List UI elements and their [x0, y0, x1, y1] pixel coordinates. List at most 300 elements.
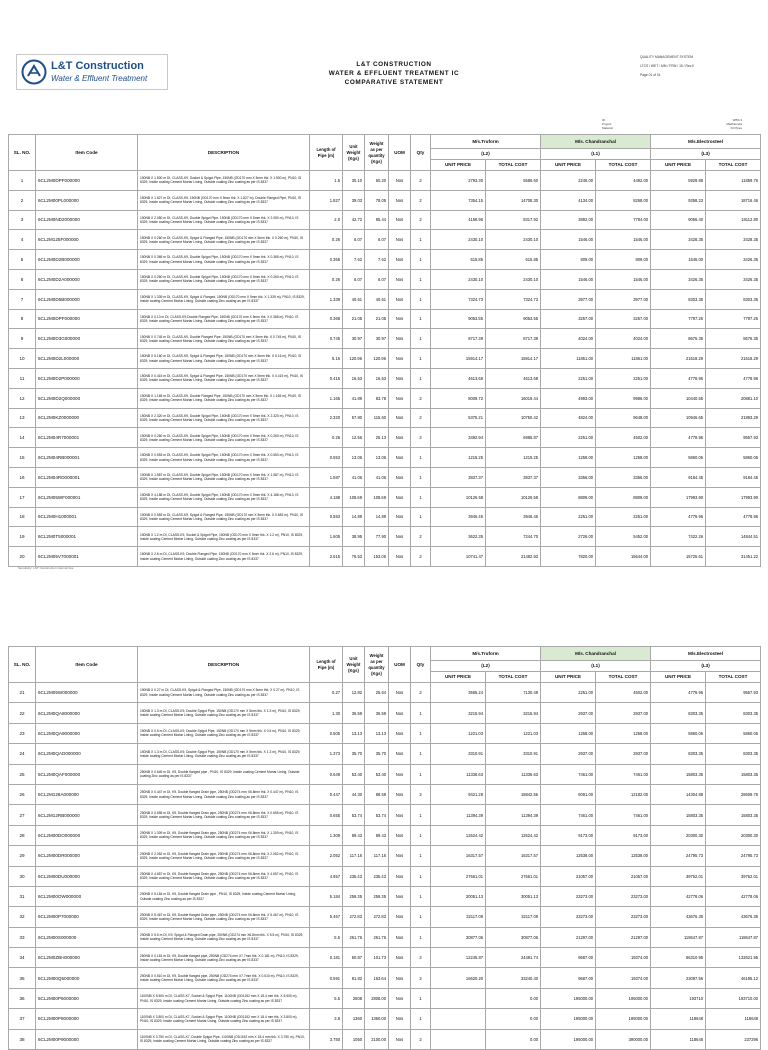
table-body-1 — [9, 171, 761, 567]
item-code-cell: 6CL2M0D3G000000 — [36, 329, 138, 349]
uom-cell: Nos — [389, 784, 411, 804]
electrosteel-unit-price-cell: 17993.90 — [651, 487, 706, 507]
item-code-cell: 6CL2M04RD000001 — [36, 467, 138, 487]
table-row — [9, 269, 761, 289]
length-cell: 4.188 — [310, 487, 343, 507]
vendor-name-chandranchal: M/s. Chandranchal — [541, 135, 651, 149]
description-cell: 250NB X 0.649 m DI, K9, Double flanged pipe , PN10, IS 8329, Inside coating Cement Mortar Lining, Outside coating Zinc coating as per IS 8337 — [138, 764, 310, 784]
truform-unit-price-cell: 16620.20 — [431, 968, 486, 988]
table-row — [9, 866, 761, 886]
truform-total-cost-cell: 11394.39 — [486, 805, 541, 825]
sl-no-cell: 37 — [9, 1009, 36, 1029]
chandranchal-total-cost-cell: 7461.00 — [596, 805, 651, 825]
chandranchal-unit-price-cell: 4824.00 — [541, 408, 596, 428]
chandranchal-unit-price-cell: 2251.00 — [541, 683, 596, 703]
description-cell: 250NB X 5.467 m DI, K9, Double flanged Drain pipe, 250NB (OD274 mm X6.8mm thk. X 5.467 m), PN10, IS 8329, Inside coating Cement Mortar Lining, Outside coating Zinc coating as per IS 8337 — [138, 907, 310, 927]
qty-cell: 1 — [411, 764, 431, 784]
electrosteel-total-cost-cell: 42778.06 — [706, 886, 761, 906]
electrosteel-total-cost-cell: 193710.00 — [706, 988, 761, 1008]
description-cell: 250NB X 2.052 m DI, K9, Double flanged Drain pipe, 250NB (OD274 mm X6.8mm thk. X 2.052 m), PN10, IS 8329, Inside coating Cement Mortar Lining, Outside coating Zinc coating as per IS 8337 — [138, 846, 310, 866]
electrosteel-total-cost-cell: 9557.93 — [706, 428, 761, 448]
qty-cell: 1 — [411, 269, 431, 289]
chandranchal-total-cost-cell: 390000.00 — [596, 1029, 651, 1049]
unit-weight-cell: 76.53 — [343, 547, 365, 567]
sl-no-cell: 8 — [9, 309, 36, 329]
unit-weight-cell: 81.82 — [343, 968, 365, 988]
electrosteel-total-cost-cell: 5860.06 — [706, 723, 761, 743]
item-code-cell: 6CL2M04RB000001 — [36, 448, 138, 468]
item-code-cell: 6CL2M0H1000001 — [36, 507, 138, 527]
qty-cell: 1 — [411, 907, 431, 927]
qty-cell: 1 — [411, 448, 431, 468]
chandranchal-unit-price-cell: 1546.00 — [541, 269, 596, 289]
sl-no-cell: 4 — [9, 230, 36, 250]
unit-weight-cell: 16.53 — [343, 368, 365, 388]
electrosteel-unit-price-cell: 15803.35 — [651, 805, 706, 825]
unit-weight-cell: 35.70 — [343, 744, 365, 764]
electrosteel-total-cost-cell: 3426.35 — [706, 269, 761, 289]
electrosteel-total-cost-cell: 8303.35 — [706, 289, 761, 309]
table-row — [9, 527, 761, 547]
truform-total-cost-cell: 615.85 — [486, 250, 541, 270]
sl-no-cell: 36 — [9, 988, 36, 1008]
chandranchal-unit-price-cell: 1258.00 — [541, 448, 596, 468]
description-cell: 150NB X 0.260 m DI, CLASS-K9, Spigot & Flanged Pipe, 150NB (OD170 mm X 5mm thk. X 0.260 m), PN10, IS 8329, Inside coating Cement Mortar Lining, Outside coating Zinc coating as per IS 8337 — [138, 230, 310, 250]
chandranchal-total-cost-cell: 2937.00 — [596, 744, 651, 764]
description-cell: 150NB X 0.13 m DI, CLASS-K9,Double Flanged Pipe, 150NB (OD170 mm X 5mm thk. X 0.368 m), PN10, IS 8329, Inside coating Cement Mortar Lining, Outside coating Zinc coating as per IS 8337 — [138, 309, 310, 329]
uom-cell: Nos — [389, 968, 411, 988]
item-code-cell: 6CL2M0D2A000000 — [36, 269, 138, 289]
electrosteel-total-cost-cell: 3426.35 — [706, 250, 761, 270]
item-code-cell: 6CL2M0D5B000000 — [36, 289, 138, 309]
doc-system: QUALITY MANAGEMENT SYSTEM — [640, 55, 694, 59]
truform-unit-price-cell: 7354.15 — [431, 190, 486, 210]
truform-total-cost-cell: 2430.10 — [486, 230, 541, 250]
chandranchal-unit-price-cell: 3356.00 — [541, 467, 596, 487]
truform-unit-price-cell: 2793.30 — [431, 171, 486, 191]
chandranchal-total-cost-cell: 4502.00 — [596, 683, 651, 703]
unit-weight-cell: 39.03 — [343, 190, 365, 210]
electrosteel-unit-price-cell: 8303.35 — [651, 744, 706, 764]
logo-company-name: L&T Construction — [51, 60, 144, 72]
electrosteel-total-cost-cell: 18112.80 — [706, 210, 761, 230]
uom-cell: Nos — [389, 448, 411, 468]
unit-weight-cell: 6.07 — [343, 230, 365, 250]
description-cell: 250NB X 5.5 m DI, K9, Spigot & Flanged Drain pipe, 250NB (OD274 mm X6.8mm thk. X 5.5 m), PN10, IS 8329, Inside coating Cement Mortar Lining, Outside coating Zinc coating as per IS 8337 — [138, 927, 310, 947]
length-cell: 4.657 — [310, 866, 343, 886]
qty-cell: 2 — [411, 210, 431, 230]
unit-weight-cell: 36.59 — [343, 703, 365, 723]
electrosteel-total-cost-cell: 5860.06 — [706, 448, 761, 468]
header-unit-price: UNIT PRICE — [651, 160, 706, 171]
uom-cell: Nos — [389, 171, 411, 191]
truform-total-cost-cell: 16019.44 — [486, 388, 541, 408]
vendor-name-electrosteel: M/s.Electrosteel — [651, 135, 761, 149]
header-total-cost: TOTAL COST — [596, 160, 651, 171]
weight-qty-cell: 272.83 — [365, 907, 389, 927]
item-code-cell: 6CL2M05W000000 — [36, 683, 138, 703]
uom-cell: Nos — [389, 866, 411, 886]
document-header — [14, 50, 758, 110]
chandranchal-total-cost-cell: 23273.00 — [596, 886, 651, 906]
sl-no-cell: 23 — [9, 723, 36, 743]
description-cell: 150NB X 2.6 m DI, CLASS-K9, Double Flanged Pipe, 150NB (OD170 mm X 5mm thk. X 2.6 m), PN10, IS 8329, Inside coating Cement Mortar Lining, Outside coating Zinc coating as per IS 8337 — [138, 547, 310, 567]
length-cell: 0.745 — [310, 329, 343, 349]
truform-total-cost-cell: 1221.03 — [486, 723, 541, 743]
truform-unit-price-cell: 32117.09 — [431, 907, 486, 927]
qty-cell: 1 — [411, 467, 431, 487]
electrosteel-total-cost-cell: 4778.96 — [706, 507, 761, 527]
logo-division: Water & Effluent Treatment — [51, 74, 148, 83]
electrosteel-unit-price-cell: 8676.35 — [651, 329, 706, 349]
table-row — [9, 907, 761, 927]
header-weight-qty: Weight as per quantity (Kgs) — [365, 135, 389, 171]
unit-weight-cell: 261.76 — [343, 927, 365, 947]
electrosteel-total-cost-cell: 14844.51 — [706, 527, 761, 547]
chandranchal-total-cost-cell: 23273.00 — [596, 907, 651, 927]
truform-unit-price-cell — [431, 988, 486, 1008]
description-cell: 1100NB X 3.750 m DI, CLASS-K7, Double Spigot Pipe, 1100NB (OD1152 mm X 18.4 mm thk. X 3.750 m), PN10, IS 8329, Inside coating Cement Mortar Lining, Outside coating Zinc coating as per IS 8337 — [138, 1029, 310, 1049]
sl-no-cell: 19 — [9, 527, 36, 547]
truform-unit-price-cell: 30877.06 — [431, 927, 486, 947]
length-cell: 1.5 — [310, 171, 343, 191]
unit-weight-cell: 57.80 — [343, 408, 365, 428]
header-unit-price: UNIT PRICE — [541, 160, 596, 171]
chandranchal-unit-price-cell: 4024.00 — [541, 329, 596, 349]
chandranchal-unit-price-cell: 7461.00 — [541, 764, 596, 784]
uom-cell: Nos — [389, 805, 411, 825]
electrosteel-total-cost-cell: 7797.26 — [706, 309, 761, 329]
unit-weight-cell: 12.56 — [343, 428, 365, 448]
item-code-cell: 6CL2M0QAF000000 — [36, 764, 138, 784]
comparison-table-2 — [8, 646, 761, 1050]
truform-unit-price-cell: 4158.96 — [431, 210, 486, 230]
weight-qty-cell: 16.53 — [365, 368, 389, 388]
weight-qty-cell: 41.06 — [365, 467, 389, 487]
chandranchal-total-cost-cell: 4492.00 — [596, 171, 651, 191]
unit-weight-cell: 40.61 — [343, 289, 365, 309]
chandranchal-unit-price-cell: 9687.00 — [541, 968, 596, 988]
table-row — [9, 1029, 761, 1049]
table-row — [9, 230, 761, 250]
item-code-cell: 6CL2M00S000000 — [36, 927, 138, 947]
truform-unit-price-cell: 27661.01 — [431, 866, 486, 886]
vendor-rank-chandranchal: (L1) — [541, 149, 651, 160]
length-cell: 5.5 — [310, 927, 343, 947]
description-cell: 250NB X 4.657 m DI, K9, Double flanged Drain pipe, 250NB (OD274 mm X6.8mm thk. X 4.657 m), PN10, IS 8329, Inside coating Cement Mortar Lining, Outside coating Zinc coating as per IS 8337 — [138, 866, 310, 886]
uom-cell: Nos — [389, 309, 411, 329]
chandranchal-total-cost-cell: 12182.00 — [596, 784, 651, 804]
length-cell: 0.447 — [310, 784, 343, 804]
chandranchal-total-cost-cell: 2251.00 — [596, 368, 651, 388]
header-description: DESCRIPTION — [138, 135, 310, 171]
info-label: ID — [602, 118, 605, 122]
electrosteel-unit-price-cell: 118647.87 — [651, 927, 706, 947]
electrosteel-total-cost-cell: 11859.76 — [706, 171, 761, 191]
truform-total-cost-cell: 7244.70 — [486, 527, 541, 547]
unit-weight-cell: 41.06 — [343, 467, 365, 487]
chandranchal-total-cost-cell: 11851.00 — [596, 349, 651, 369]
qty-cell: 1 — [411, 368, 431, 388]
item-code-cell: 6CL2M128A000000 — [36, 784, 138, 804]
chandranchal-unit-price-cell: 3892.00 — [541, 210, 596, 230]
chandranchal-unit-price-cell: 3257.00 — [541, 309, 596, 329]
weight-qty-cell: 1360.00 — [365, 1009, 389, 1029]
sensitivity-note: Sensitivity: LNT Construction Internal Use — [18, 566, 74, 570]
truform-total-cost-cell: 33240.40 — [486, 968, 541, 988]
unit-weight-cell: 89.43 — [343, 825, 365, 845]
chandranchal-total-cost-cell: 809.00 — [596, 250, 651, 270]
weight-qty-cell: 2808.00 — [365, 988, 389, 1008]
table-row — [9, 703, 761, 723]
project-info — [602, 118, 742, 130]
item-code-cell: 6CL2M00P6000000 — [36, 988, 138, 1008]
uom-cell: Nos — [389, 948, 411, 968]
uom-cell: Nos — [389, 368, 411, 388]
electrosteel-unit-price-cell: 118648 — [651, 1029, 706, 1049]
uom-cell: Nos — [389, 250, 411, 270]
title-document: COMPARATIVE STATEMENT — [344, 79, 444, 86]
length-cell: 5.467 — [310, 907, 343, 927]
electrosteel-total-cost-cell: 24795.73 — [706, 846, 761, 866]
electrosteel-unit-price-cell: 8303.35 — [651, 703, 706, 723]
weight-qty-cell: 36.59 — [365, 703, 389, 723]
sl-no-cell: 29 — [9, 846, 36, 866]
info-value: DI Pipes — [730, 126, 742, 130]
electrosteel-unit-price-cell: 4778.96 — [651, 683, 706, 703]
qty-cell: 1 — [411, 886, 431, 906]
table-row — [9, 683, 761, 703]
chandranchal-unit-price-cell: 1258.00 — [541, 723, 596, 743]
length-cell: 0.553 — [310, 448, 343, 468]
truform-unit-price-cell: 7324.73 — [431, 289, 486, 309]
sl-no-cell: 1 — [9, 171, 36, 191]
electrosteel-unit-price-cell: 39762.01 — [651, 866, 706, 886]
uom-cell: Nos — [389, 467, 411, 487]
truform-unit-price-cell: 16317.57 — [431, 846, 486, 866]
table-row — [9, 309, 761, 329]
sl-no-cell: 15 — [9, 448, 36, 468]
truform-total-cost-cell: 24491.74 — [486, 948, 541, 968]
weight-qty-cell: 108.69 — [365, 487, 389, 507]
description-cell: 150NB X 4.188 m DI, CLASS-K9, Double Spigot Pipe, 150NB (OD170 mm X 5mm thk. X 4.188 m), PN10, IS 8329, Inside coating Cement Mortar Lining, Outside coating Zinc coating as per IS 8337 — [138, 487, 310, 507]
header-total-cost: TOTAL COST — [596, 672, 651, 683]
electrosteel-unit-price-cell: 66310.95 — [651, 948, 706, 968]
length-cell: 2.0 — [310, 210, 343, 230]
electrosteel-total-cost-cell: 8676.35 — [706, 329, 761, 349]
description-cell: 150NB X 1.3 m DI, CLASS-K9, Double Spigot Pipe, 150NB (OD170 mm X 5mm thk. X 1.3 m), PN10, IS 8329, Inside coating Cement Mortar Lining, Outside coating Zinc coating as per IS 8337 — [138, 703, 310, 723]
table-row — [9, 408, 761, 428]
qty-cell: 1 — [411, 988, 431, 1008]
description-cell: 1100NB X 5.500 m DI, CLASS-K7, Socket & Spigot Pipe, 1100NB (OD1152 mm X 18.4 mm thk. X 5.500 m), PN10, IS 8329, Inside coating Cement Mortar Lining, Outside coating Zinc coating as per IS 8337 — [138, 988, 310, 1008]
sl-no-cell: 33 — [9, 927, 36, 947]
vendor-name-electrosteel: M/s.Electrosteel — [651, 647, 761, 661]
truform-total-cost-cell: 5586.60 — [486, 171, 541, 191]
vendor-rank-electrosteel: (L3) — [651, 661, 761, 672]
qty-cell: 1 — [411, 927, 431, 947]
qty-cell: 1 — [411, 1009, 431, 1029]
chandranchal-total-cost-cell: 4024.00 — [596, 329, 651, 349]
chandranchal-total-cost-cell: 19374.00 — [596, 948, 651, 968]
length-cell: 0.505 — [310, 723, 343, 743]
sl-no-cell: 25 — [9, 764, 36, 784]
unit-weight-cell: 12.82 — [343, 683, 365, 703]
length-cell: 0.181 — [310, 948, 343, 968]
chandranchal-total-cost-cell: 7461.00 — [596, 764, 651, 784]
truform-total-cost-cell: 27661.01 — [486, 866, 541, 886]
item-code-cell: 6CL2M00OW000000 — [36, 886, 138, 906]
length-cell: 5.5 — [310, 988, 343, 1008]
unit-weight-cell: 120.96 — [343, 349, 365, 369]
electrosteel-unit-price-cell: 5860.06 — [651, 723, 706, 743]
truform-total-cost-cell: 3310.91 — [486, 744, 541, 764]
sl-no-cell: 9 — [9, 329, 36, 349]
electrosteel-total-cost-cell: 4778.96 — [706, 368, 761, 388]
description-cell: 150NB X 0.415 m DI, CLASS-K9, Spigot & Flanged Pipe, 150NB (OD170 mm X 5mm thk. X 0.415 m), PN10, IS 8329, Inside coating Cement Mortar Lining, Outside coating Zinc coating as per IS 8337 — [138, 368, 310, 388]
weight-qty-cell: 35.70 — [365, 744, 389, 764]
truform-total-cost-cell: 3215.94 — [486, 703, 541, 723]
truform-unit-price-cell: 10741.47 — [431, 547, 486, 567]
unit-weight-cell: 1050 — [343, 1029, 365, 1049]
description-cell: 150NB X 0.5 m DI, CLASS-K9, Double Spigot Pipe, 150NB (OD170 mm X 5mm thk. X 0.5 m), PN10, IS 8329, Inside coating Cement Mortar Lining, Outside coating Zinc coating as per IS 8337 — [138, 723, 310, 743]
item-code-cell: 6CL2M00P8000000 — [36, 1009, 138, 1029]
qty-cell: 2 — [411, 784, 431, 804]
length-cell: 2.320 — [310, 408, 343, 428]
electrosteel-unit-price-cell: 43676.35 — [651, 907, 706, 927]
length-cell: 1.587 — [310, 467, 343, 487]
weight-qty-cell: 30.97 — [365, 329, 389, 349]
item-code-cell: 6CL2M05WF000001 — [36, 487, 138, 507]
chandranchal-total-cost-cell: 3257.00 — [596, 309, 651, 329]
description-cell: 150NB X 0.27 m DI, CLASS-K9, Spigot & Flanged Pipe, 150NB (OD170 mm X 5mm thk. X 0.27 m), PN10, IS 8329, Inside coating Cement Mortar Lining, Outside coating Zinc coating as per IS 8337 — [138, 683, 310, 703]
uom-cell: Nos — [389, 846, 411, 866]
chandranchal-total-cost-cell: 5452.00 — [596, 527, 651, 547]
electrosteel-total-cost-cell: 17993.90 — [706, 487, 761, 507]
item-code-cell: 6CL2M00P7000000 — [36, 907, 138, 927]
truform-unit-price-cell: 615.85 — [431, 250, 486, 270]
description-cell: 150NB X 5.160 m DI, CLASS-K9, Spigot & Flanged Pipe, 150NB (OD170 mm X 5mm thk. X 5.16 m), PN10, IS 8329, Inside coating Cement Mortar Lining, Outside coating Zinc coating as per IS 8337 — [138, 349, 310, 369]
document-info — [640, 53, 758, 80]
truform-total-cost-cell: 8717.39 — [486, 329, 541, 349]
sl-no-cell: 3 — [9, 210, 36, 230]
item-code-cell: 6CL2M0D2B000000 — [36, 250, 138, 270]
truform-total-cost-cell: 9053.55 — [486, 309, 541, 329]
unit-weight-cell: 21.05 — [343, 309, 365, 329]
sl-no-cell: 27 — [9, 805, 36, 825]
chandranchal-unit-price-cell: 6091.00 — [541, 784, 596, 804]
weight-qty-cell: 83.78 — [365, 388, 389, 408]
electrosteel-unit-price-cell: 7797.26 — [651, 309, 706, 329]
electrosteel-total-cost-cell: 15803.35 — [706, 764, 761, 784]
weight-qty-cell: 25.64 — [365, 683, 389, 703]
length-cell: 0.583 — [310, 507, 343, 527]
electrosteel-unit-price-cell: 10440.55 — [651, 388, 706, 408]
length-cell: 0.649 — [310, 764, 343, 784]
weight-qty-cell: 6.07 — [365, 230, 389, 250]
qty-cell: 2 — [411, 408, 431, 428]
qty-cell: 1 — [411, 289, 431, 309]
electrosteel-unit-price-cell: 1546.00 — [651, 250, 706, 270]
electrosteel-total-cost-cell: 28609.76 — [706, 784, 761, 804]
truform-unit-price-cell: 5375.21 — [431, 408, 486, 428]
item-code-cell: 6CL2M0QA9000000 — [36, 723, 138, 743]
truform-unit-price-cell: 3837.37 — [431, 467, 486, 487]
truform-total-cost-cell: 32117.09 — [486, 907, 541, 927]
chandranchal-unit-price-cell: 195000.00 — [541, 1009, 596, 1029]
electrosteel-unit-price-cell: 9358.23 — [651, 190, 706, 210]
header-unit-price: UNIT PRICE — [541, 672, 596, 683]
header-total-cost: TOTAL COST — [486, 672, 541, 683]
qty-cell: 1 — [411, 250, 431, 270]
weight-qty-cell: 60.20 — [365, 171, 389, 191]
description-cell: 150NB X 1.3 m DI, CLASS-K9, Double Spigot Pipe, 150NB (OD170 mm X 5mm thk. X 1.3 m), PN10, IS 8329, Inside coating Cement Mortar Lining, Outside coating Zinc coating as per IS 8337 — [138, 744, 310, 764]
qty-cell: 1 — [411, 230, 431, 250]
truform-unit-price-cell — [431, 1029, 486, 1049]
qty-cell: 2 — [411, 968, 431, 988]
qty-cell: 1 — [411, 723, 431, 743]
sl-no-cell: 26 — [9, 784, 36, 804]
chandranchal-unit-price-cell: 2251.00 — [541, 507, 596, 527]
sl-no-cell: 20 — [9, 547, 36, 567]
electrosteel-unit-price-cell: 9056.40 — [651, 210, 706, 230]
qty-cell: 2 — [411, 547, 431, 567]
uom-cell: Nos — [389, 190, 411, 210]
table-row — [9, 388, 761, 408]
info-value: Madhkonda — [726, 122, 742, 126]
uom-cell: Nos — [389, 269, 411, 289]
description-cell: 150NB X 1.2 m DI, CLASS-K9, Socket & Spigot Pipe, 150NB (OD170 mm X 5mm thk. X 1.2 m), PN10, IS 8329, Inside coating Cement Mortar Lining, Outside coating Zinc coating as per IS 8337 — [138, 527, 310, 547]
qty-cell: 1 — [411, 703, 431, 723]
qty-cell: 1 — [411, 866, 431, 886]
item-code-cell: 6CL2M00P9000000 — [36, 1029, 138, 1049]
qty-cell: 1 — [411, 825, 431, 845]
truform-unit-price-cell: 3492.94 — [431, 428, 486, 448]
description-cell: 150NB X 0.260 m DI, CLASS-K9, Double Spigot Pipe, 150NB (OD170 mm X 5mm thk. X 0.260 m), PN10, IS 8329, Inside coating Cement Mortar Lining, Outside coating Zinc coating as per IS 8337 — [138, 428, 310, 448]
description-cell: 250NB X 0.447 m DI, K9, Double flanged Drain pipe, 250NB (OD274 mm X6.8mm thk. X 0.447 m), PN10, IS 8329, Inside coating Cement Mortar Lining, Outside coating Zinc coating as per IS 8337 — [138, 784, 310, 804]
electrosteel-unit-price-cell: 4778.96 — [651, 428, 706, 448]
length-cell: 1.373 — [310, 744, 343, 764]
unit-weight-cell: 50.87 — [343, 948, 365, 968]
table-row — [9, 428, 761, 448]
sl-no-cell: 17 — [9, 487, 36, 507]
weight-qty-cell: 261.76 — [365, 927, 389, 947]
chandranchal-total-cost-cell: 15644.00 — [596, 547, 651, 567]
electrosteel-unit-price-cell: 24795.73 — [651, 846, 706, 866]
truform-total-cost-cell: 21482.93 — [486, 547, 541, 567]
item-code-cell: 6CL2M04R7000001 — [36, 428, 138, 448]
chandranchal-unit-price-cell: 195000.00 — [541, 988, 596, 1008]
vendor-name-truform: M/s.Truform — [431, 135, 541, 149]
truform-unit-price-cell: 10126.58 — [431, 487, 486, 507]
electrosteel-unit-price-cell: 7422.26 — [651, 527, 706, 547]
unit-weight-cell: 117.16 — [343, 846, 365, 866]
electrosteel-unit-price-cell: 3426.35 — [651, 269, 706, 289]
weight-qty-cell: 88.59 — [365, 784, 389, 804]
vendor-rank-electrosteel: (L3) — [651, 149, 761, 160]
truform-unit-price-cell: 3215.94 — [431, 703, 486, 723]
chandranchal-total-cost-cell: 8268.00 — [596, 190, 651, 210]
table-row — [9, 171, 761, 191]
doc-form-no: LTCS / WET / MM / FRM / 15 / Rev.0 — [640, 64, 694, 68]
truform-unit-price-cell: 3310.91 — [431, 744, 486, 764]
truform-unit-price-cell: 8717.39 — [431, 329, 486, 349]
chandranchal-total-cost-cell: 2937.00 — [596, 703, 651, 723]
qty-cell: 2 — [411, 388, 431, 408]
table-row — [9, 948, 761, 968]
electrosteel-total-cost-cell: 18716.46 — [706, 190, 761, 210]
electrosteel-total-cost-cell: 20881.10 — [706, 388, 761, 408]
item-code-cell: 6CL2M0ND2000000 — [36, 210, 138, 230]
